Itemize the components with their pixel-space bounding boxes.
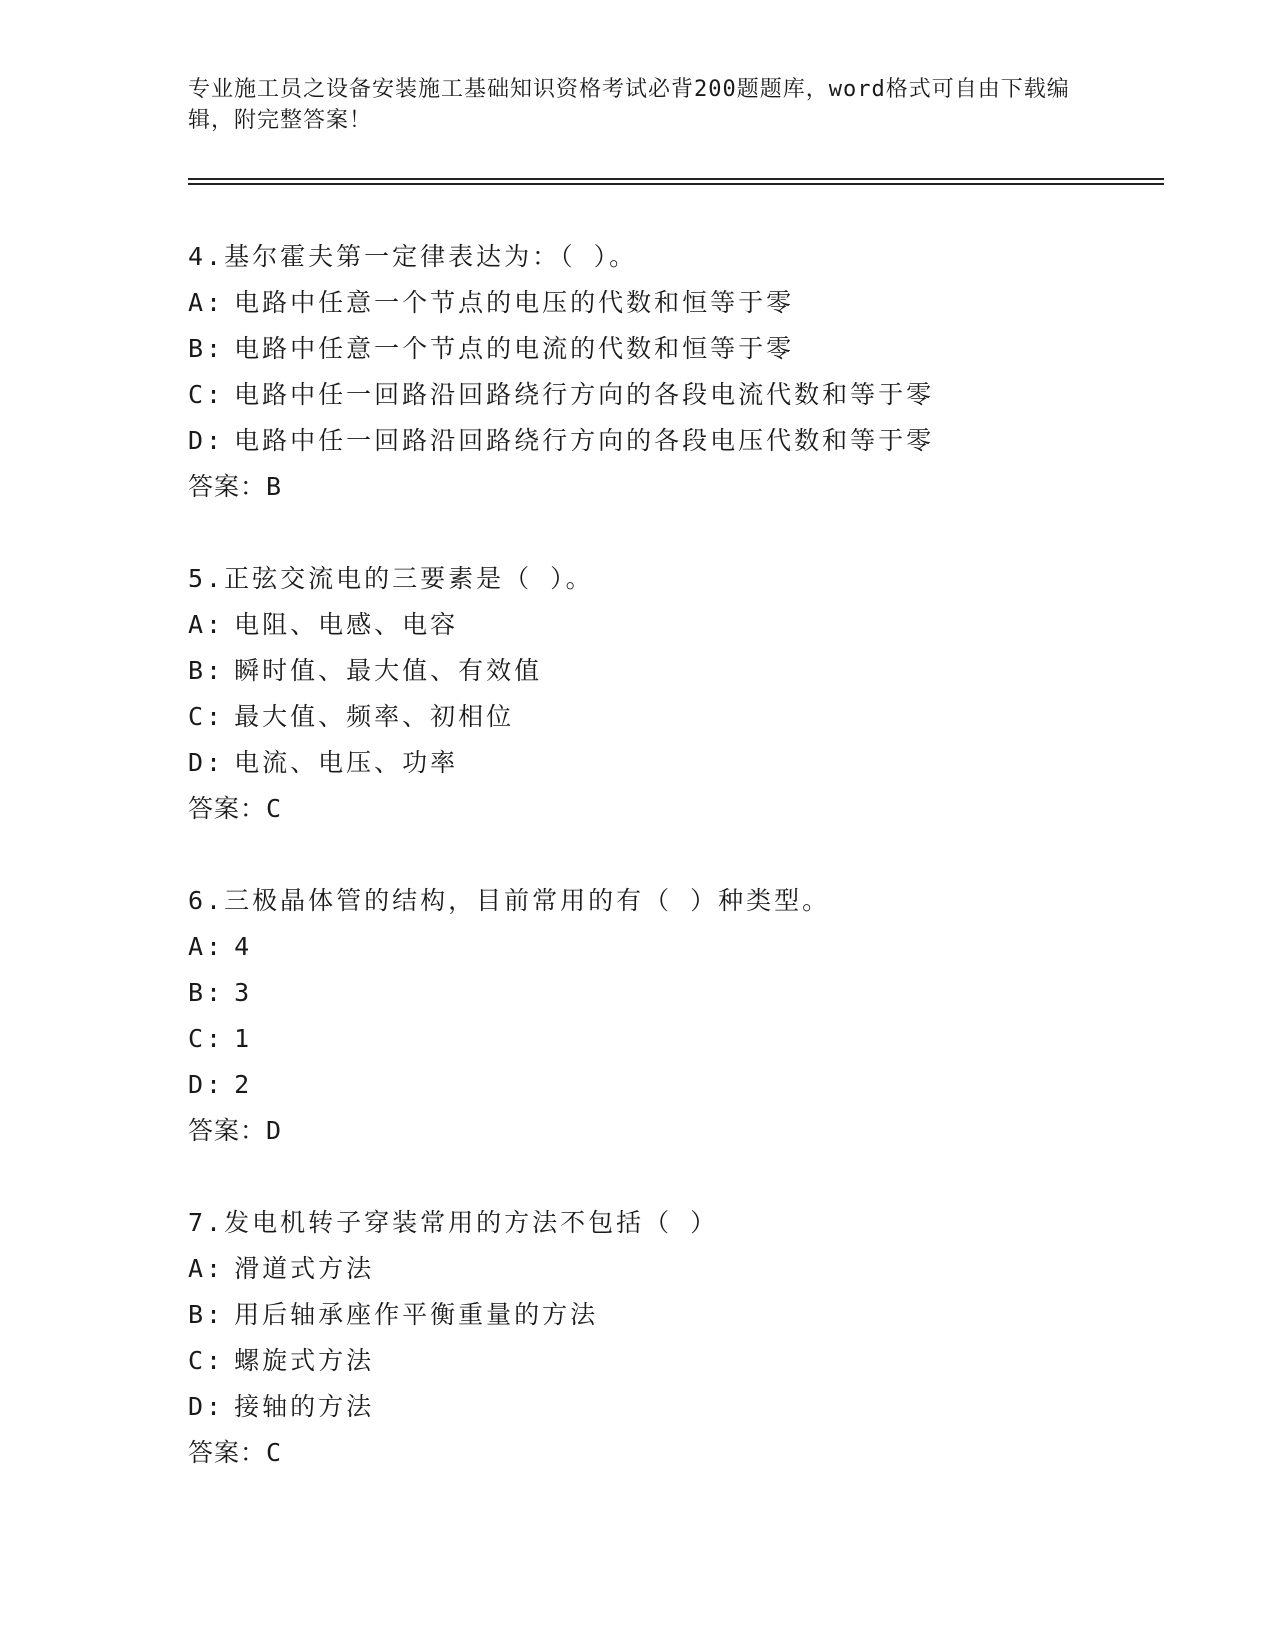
header-divider-top <box>188 178 1164 180</box>
option-key: C: <box>188 1346 225 1375</box>
option-text: 电路中任意一个节点的电压的代数和恒等于零 <box>234 288 795 317</box>
option-text: 电路中任一回路沿回路绕行方向的各段电压代数和等于零 <box>234 426 935 455</box>
option-a <box>188 1246 1168 1292</box>
option-text: 电路中任意一个节点的电流的代数和恒等于零 <box>234 334 795 363</box>
option-key: D: <box>188 1392 225 1421</box>
option-key: C: <box>188 380 225 409</box>
option-a <box>188 924 1168 970</box>
option-b <box>188 326 1168 372</box>
option-key: D: <box>188 426 225 455</box>
option-d <box>188 1062 1168 1108</box>
option-key: B: <box>188 334 225 363</box>
question-5 <box>188 556 1168 832</box>
option-text: 3 <box>234 978 253 1007</box>
option-d <box>188 1384 1168 1430</box>
option-b <box>188 1292 1168 1338</box>
option-key: A: <box>188 288 225 317</box>
header-divider-bottom <box>188 183 1164 185</box>
option-text: 螺旋式方法 <box>234 1346 375 1375</box>
option-text: 最大值、频率、初相位 <box>234 702 515 731</box>
option-b <box>188 648 1168 694</box>
question-7 <box>188 1200 1168 1476</box>
option-c <box>188 694 1168 740</box>
option-text: 滑道式方法 <box>234 1254 375 1283</box>
option-key: D: <box>188 1070 225 1099</box>
option-key: B: <box>188 1300 225 1329</box>
option-key: C: <box>188 1024 225 1053</box>
option-d <box>188 740 1168 786</box>
question-stem: 7.发电机转子穿装常用的方法不包括（ ） <box>188 1208 719 1237</box>
option-key: A: <box>188 932 225 961</box>
option-text: 用后轴承座作平衡重量的方法 <box>234 1300 599 1329</box>
question-list <box>188 234 1168 1522</box>
option-b <box>188 970 1168 1016</box>
option-c <box>188 1016 1168 1062</box>
option-key: C: <box>188 702 225 731</box>
header-title: 专业施工员之设备安装施工基础知识资格考试必背200题题库，word格式可自由下载编辑，附完整答案！ <box>188 77 1070 133</box>
option-key: D: <box>188 748 225 777</box>
option-text: 电流、电压、功率 <box>234 748 459 777</box>
option-text: 2 <box>234 1070 253 1099</box>
option-a <box>188 602 1168 648</box>
option-text: 电阻、电感、电容 <box>234 610 459 639</box>
option-text: 接轴的方法 <box>234 1392 375 1421</box>
answer: 答案：C <box>188 794 283 823</box>
option-text: 1 <box>234 1024 253 1053</box>
question-6 <box>188 878 1168 1154</box>
option-key: A: <box>188 610 225 639</box>
answer: 答案：D <box>188 1116 283 1145</box>
question-stem: 6.三极晶体管的结构，目前常用的有（ ）种类型。 <box>188 886 831 915</box>
answer: 答案：C <box>188 1438 283 1467</box>
document-header <box>188 74 1088 136</box>
question-stem: 4.基尔霍夫第一定律表达为：（ ）。 <box>188 242 638 271</box>
answer: 答案：B <box>188 472 283 501</box>
option-c <box>188 372 1168 418</box>
option-text: 电路中任一回路沿回路绕行方向的各段电流代数和等于零 <box>234 380 935 409</box>
option-key: B: <box>188 978 225 1007</box>
option-text: 4 <box>234 932 253 961</box>
option-text: 瞬时值、最大值、有效值 <box>234 656 543 685</box>
option-a <box>188 280 1168 326</box>
question-4 <box>188 234 1168 510</box>
option-key: B: <box>188 656 225 685</box>
option-d <box>188 418 1168 464</box>
option-key: A: <box>188 1254 225 1283</box>
question-stem: 5.正弦交流电的三要素是（ ）。 <box>188 564 594 593</box>
option-c <box>188 1338 1168 1384</box>
